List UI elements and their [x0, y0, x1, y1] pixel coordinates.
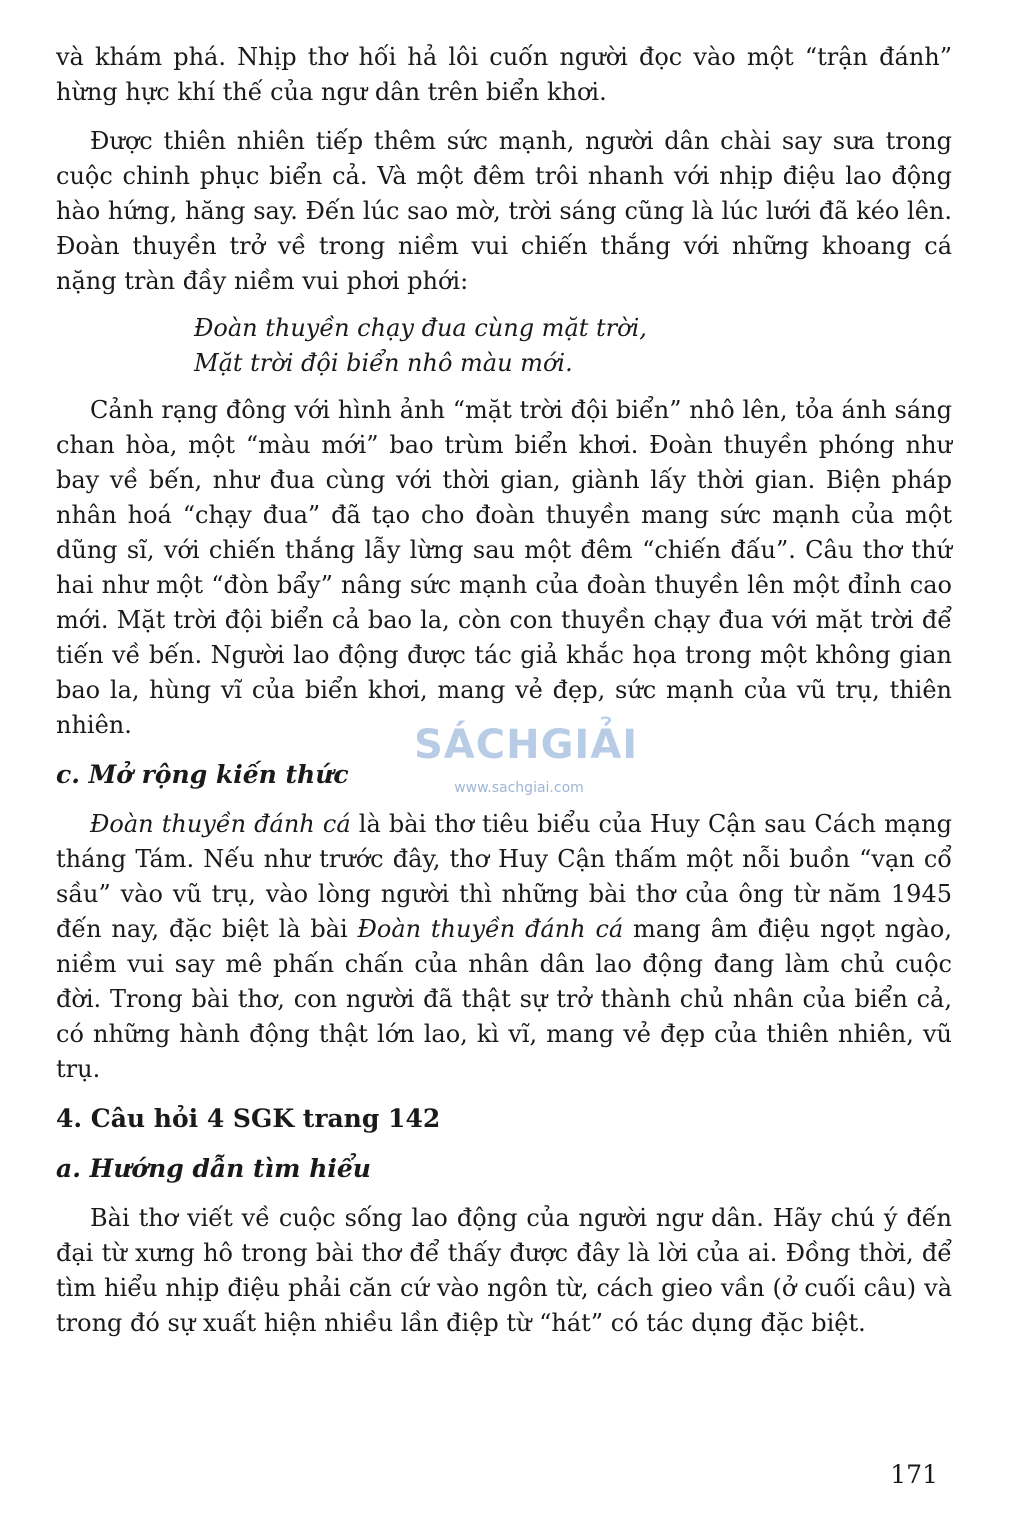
section-heading-c: c. Mở rộng kiến thức: [56, 760, 349, 789]
watermark-url: www.sachgiai.com: [454, 780, 584, 796]
poem-title-ref-2: Đoàn thuyền đánh cá: [357, 915, 624, 943]
section-heading-question-4: 4. Câu hỏi 4 SGK trang 142: [56, 1104, 441, 1133]
section-heading-a: a. Hướng dẫn tìm hiểu: [56, 1154, 371, 1183]
paragraph-sunrise-analysis: Cảnh rạng đông với hình ảnh “mặt trời đội biển” nhô lên, tỏa ánh sáng chan hòa, một “màu mới” bao trùm biển khơi. Đoàn thuyền phóng như bay về bến, như đua cùng với thời gian, giành lấy thời gian. Biện pháp nhân hoá “chạy đua” đã tạo cho đoàn thuyền mang sức mạnh của một dũng sĩ, với chiến thắng lẫy lừng sau một đêm “chiến đấu”. Câu thơ thứ hai như một “đòn bẩy” nâng sức mạnh của đoàn thuyền lên một đỉnh cao mới. Mặt trời đội biển cả bao la, còn con thuyền chạy đua với mặt trời để tiến về bến. Người lao động được tác giả khắc họa trong một không gian bao la, hùng vĩ của biển khơi, mang vẻ đẹp, sức mạnh của vũ trụ, thiên nhiên.: [56, 396, 952, 739]
poem-line-2: Mặt trời đội biển nhô màu mới.: [194, 349, 573, 377]
paragraph-guide: Bài thơ viết về cuộc sống lao động của người ngư dân. Hãy chú ý đến đại từ xưng hô trong bài thơ để thấy được đây là lời của ai. Đồng thời, để tìm hiểu nhịp điệu phải căn cứ vào ngôn từ, cách gieo vần (ở cuối câu) và trong đó sự xuất hiện nhiều lần điệp từ “hát” có tác dụng đặc biệt.: [56, 1204, 952, 1337]
paragraph-text-part-1: là bài thơ tiêu biểu của Huy Cận sau Cách mạng tháng Tám. Nếu như trước đây, thơ Huy Cận thấm một nỗi buồn “vạn cổ sầu” vào vũ trụ, vào lòng người thì những bài thơ của ông từ năm 1945 đến nay, đặc biệt là bài: [56, 810, 952, 943]
paragraph-victory-return: Được thiên nhiên tiếp thêm sức mạnh, người dân chài say sưa trong cuộc chinh phục biển cả. Và một đêm trôi nhanh với nhịp điệu lao động hào hứng, hăng say. Đến lúc sao mờ, trời sáng cũng là lúc lưới đã kéo lên. Đoàn thuyền trở về trong niềm vui chiến thắng với những khoang cá nặng tràn đầy niềm vui phơi phới:: [56, 127, 952, 295]
watermark-logo: SÁCHGIẢI: [414, 722, 639, 768]
poem-line-1: Đoàn thuyền chạy đua cùng mặt trời,: [194, 314, 647, 342]
paragraph-expand-knowledge: [56, 807, 952, 1087]
poem-title-ref-1: Đoàn thuyền đánh cá: [90, 810, 351, 838]
page-number: 171: [890, 1460, 938, 1489]
paragraph-continuation: và khám phá. Nhịp thơ hối hả lôi cuốn người đọc vào một “trận đánh” hừng hực khí thế của ngư dân trên biển khơi.: [56, 43, 952, 106]
paragraph-text-part-2: mang âm điệu ngọt ngào, niềm vui say mê phấn chấn của nhân dân lao động đang làm chủ cuộc đời. Trong bài thơ, con người đã thật sự trở thành chủ nhân của biển cả, có những hành động thật lớn lao, kì vĩ, mang vẻ đẹp của thiên nhiên, vũ trụ.: [56, 915, 952, 1083]
poem-excerpt: [194, 311, 952, 381]
